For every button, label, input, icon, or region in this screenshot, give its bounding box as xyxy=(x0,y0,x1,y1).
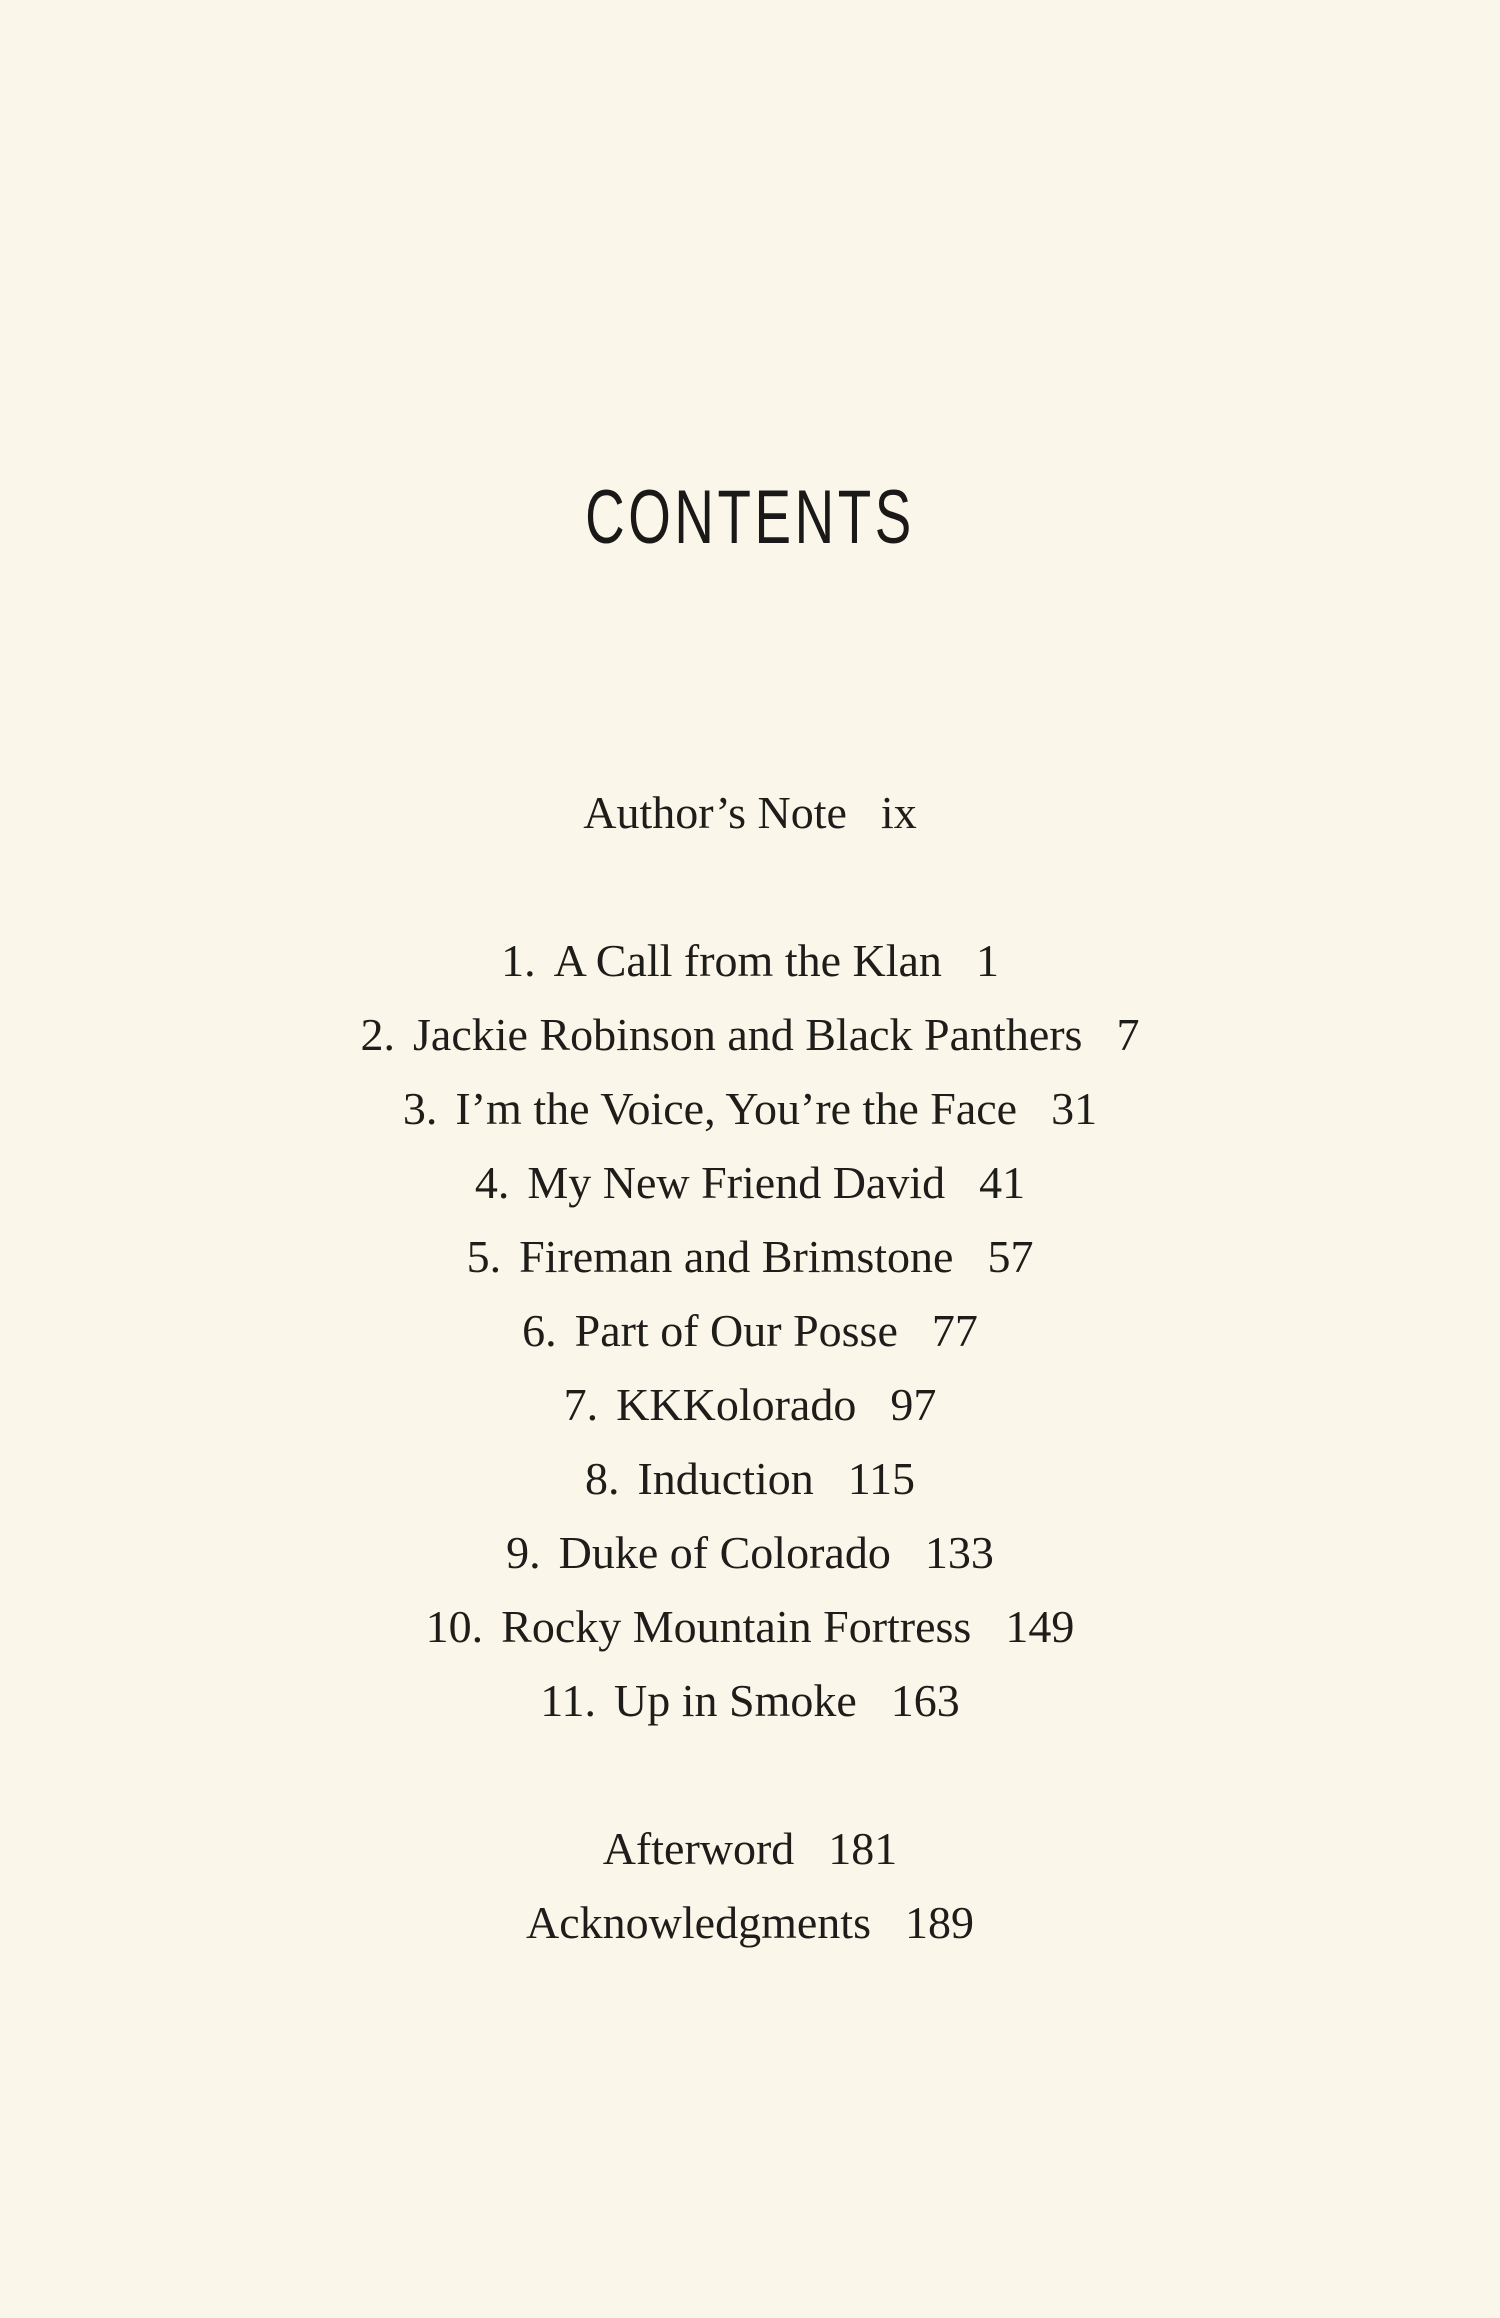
chapter-page: 57 xyxy=(987,1231,1034,1282)
entry-title: Afterword xyxy=(602,1823,795,1874)
chapter-number: 1. xyxy=(501,935,536,986)
chapter-page: 1 xyxy=(975,935,999,986)
chapter-page: 97 xyxy=(890,1379,937,1430)
toc-entry-chapter xyxy=(0,1379,1500,1430)
chapter-title: Fireman and Brimstone xyxy=(519,1231,954,1282)
toc-entry-chapter xyxy=(0,1009,1500,1060)
chapter-page: 163 xyxy=(890,1675,960,1726)
toc-entry-chapter xyxy=(0,1083,1500,1134)
contents-heading: CONTENTS xyxy=(585,475,915,560)
chapter-number: 8. xyxy=(584,1453,620,1504)
entry-title: Acknowledgments xyxy=(526,1897,871,1948)
chapter-title: Induction xyxy=(637,1453,814,1504)
entry-page: 181 xyxy=(828,1823,898,1874)
toc-entry-chapter xyxy=(0,1157,1500,1208)
chapter-title: I’m the Voice, You’re the Face xyxy=(455,1083,1018,1134)
chapter-page: 77 xyxy=(931,1305,978,1356)
chapter-number: 7. xyxy=(563,1379,599,1430)
chapter-title: KKKolorado xyxy=(616,1379,857,1430)
chapter-title: A Call from the Klan xyxy=(553,935,942,986)
chapter-number: 4. xyxy=(474,1157,510,1208)
chapter-page: 149 xyxy=(1005,1601,1075,1652)
toc-entry-chapter xyxy=(0,1453,1500,1504)
chapter-number: 10. xyxy=(425,1601,484,1652)
chapter-title: My New Friend David xyxy=(527,1157,946,1208)
chapter-number: 9. xyxy=(506,1527,541,1578)
entry-page: ix xyxy=(880,787,917,838)
chapter-page: 133 xyxy=(924,1527,994,1578)
chapter-title: Rocky Mountain Fortress xyxy=(501,1601,972,1652)
toc-entry-chapter xyxy=(0,935,1500,986)
entry-page: 189 xyxy=(904,1897,974,1948)
chapter-title: Part of Our Posse xyxy=(574,1305,898,1356)
chapter-number: 3. xyxy=(402,1083,438,1134)
entry-title: Author’s Note xyxy=(583,787,847,838)
chapter-title: Up in Smoke xyxy=(614,1675,857,1726)
toc-entry-afterword xyxy=(0,1823,1500,1874)
chapter-number: 2. xyxy=(360,1009,396,1060)
chapter-page: 7 xyxy=(1116,1009,1140,1060)
toc-entry-chapter xyxy=(0,1675,1500,1726)
toc-entry-chapter xyxy=(0,1305,1500,1356)
chapter-number: 11. xyxy=(540,1675,596,1726)
toc-entry-chapter xyxy=(0,1527,1500,1578)
toc-entry-chapter xyxy=(0,1231,1500,1282)
chapter-number: 6. xyxy=(522,1305,557,1356)
chapter-page: 31 xyxy=(1051,1083,1098,1134)
chapter-number: 5. xyxy=(466,1231,502,1282)
toc-entry-acknowledgments xyxy=(0,1897,1500,1948)
toc-entry-chapter xyxy=(0,1601,1500,1652)
chapter-page: 115 xyxy=(847,1453,916,1504)
chapter-page: 41 xyxy=(979,1157,1026,1208)
chapter-title: Duke of Colorado xyxy=(558,1527,891,1578)
toc-entry-authors-note xyxy=(0,787,1500,838)
chapter-title: Jackie Robinson and Black Panthers xyxy=(413,1009,1083,1060)
